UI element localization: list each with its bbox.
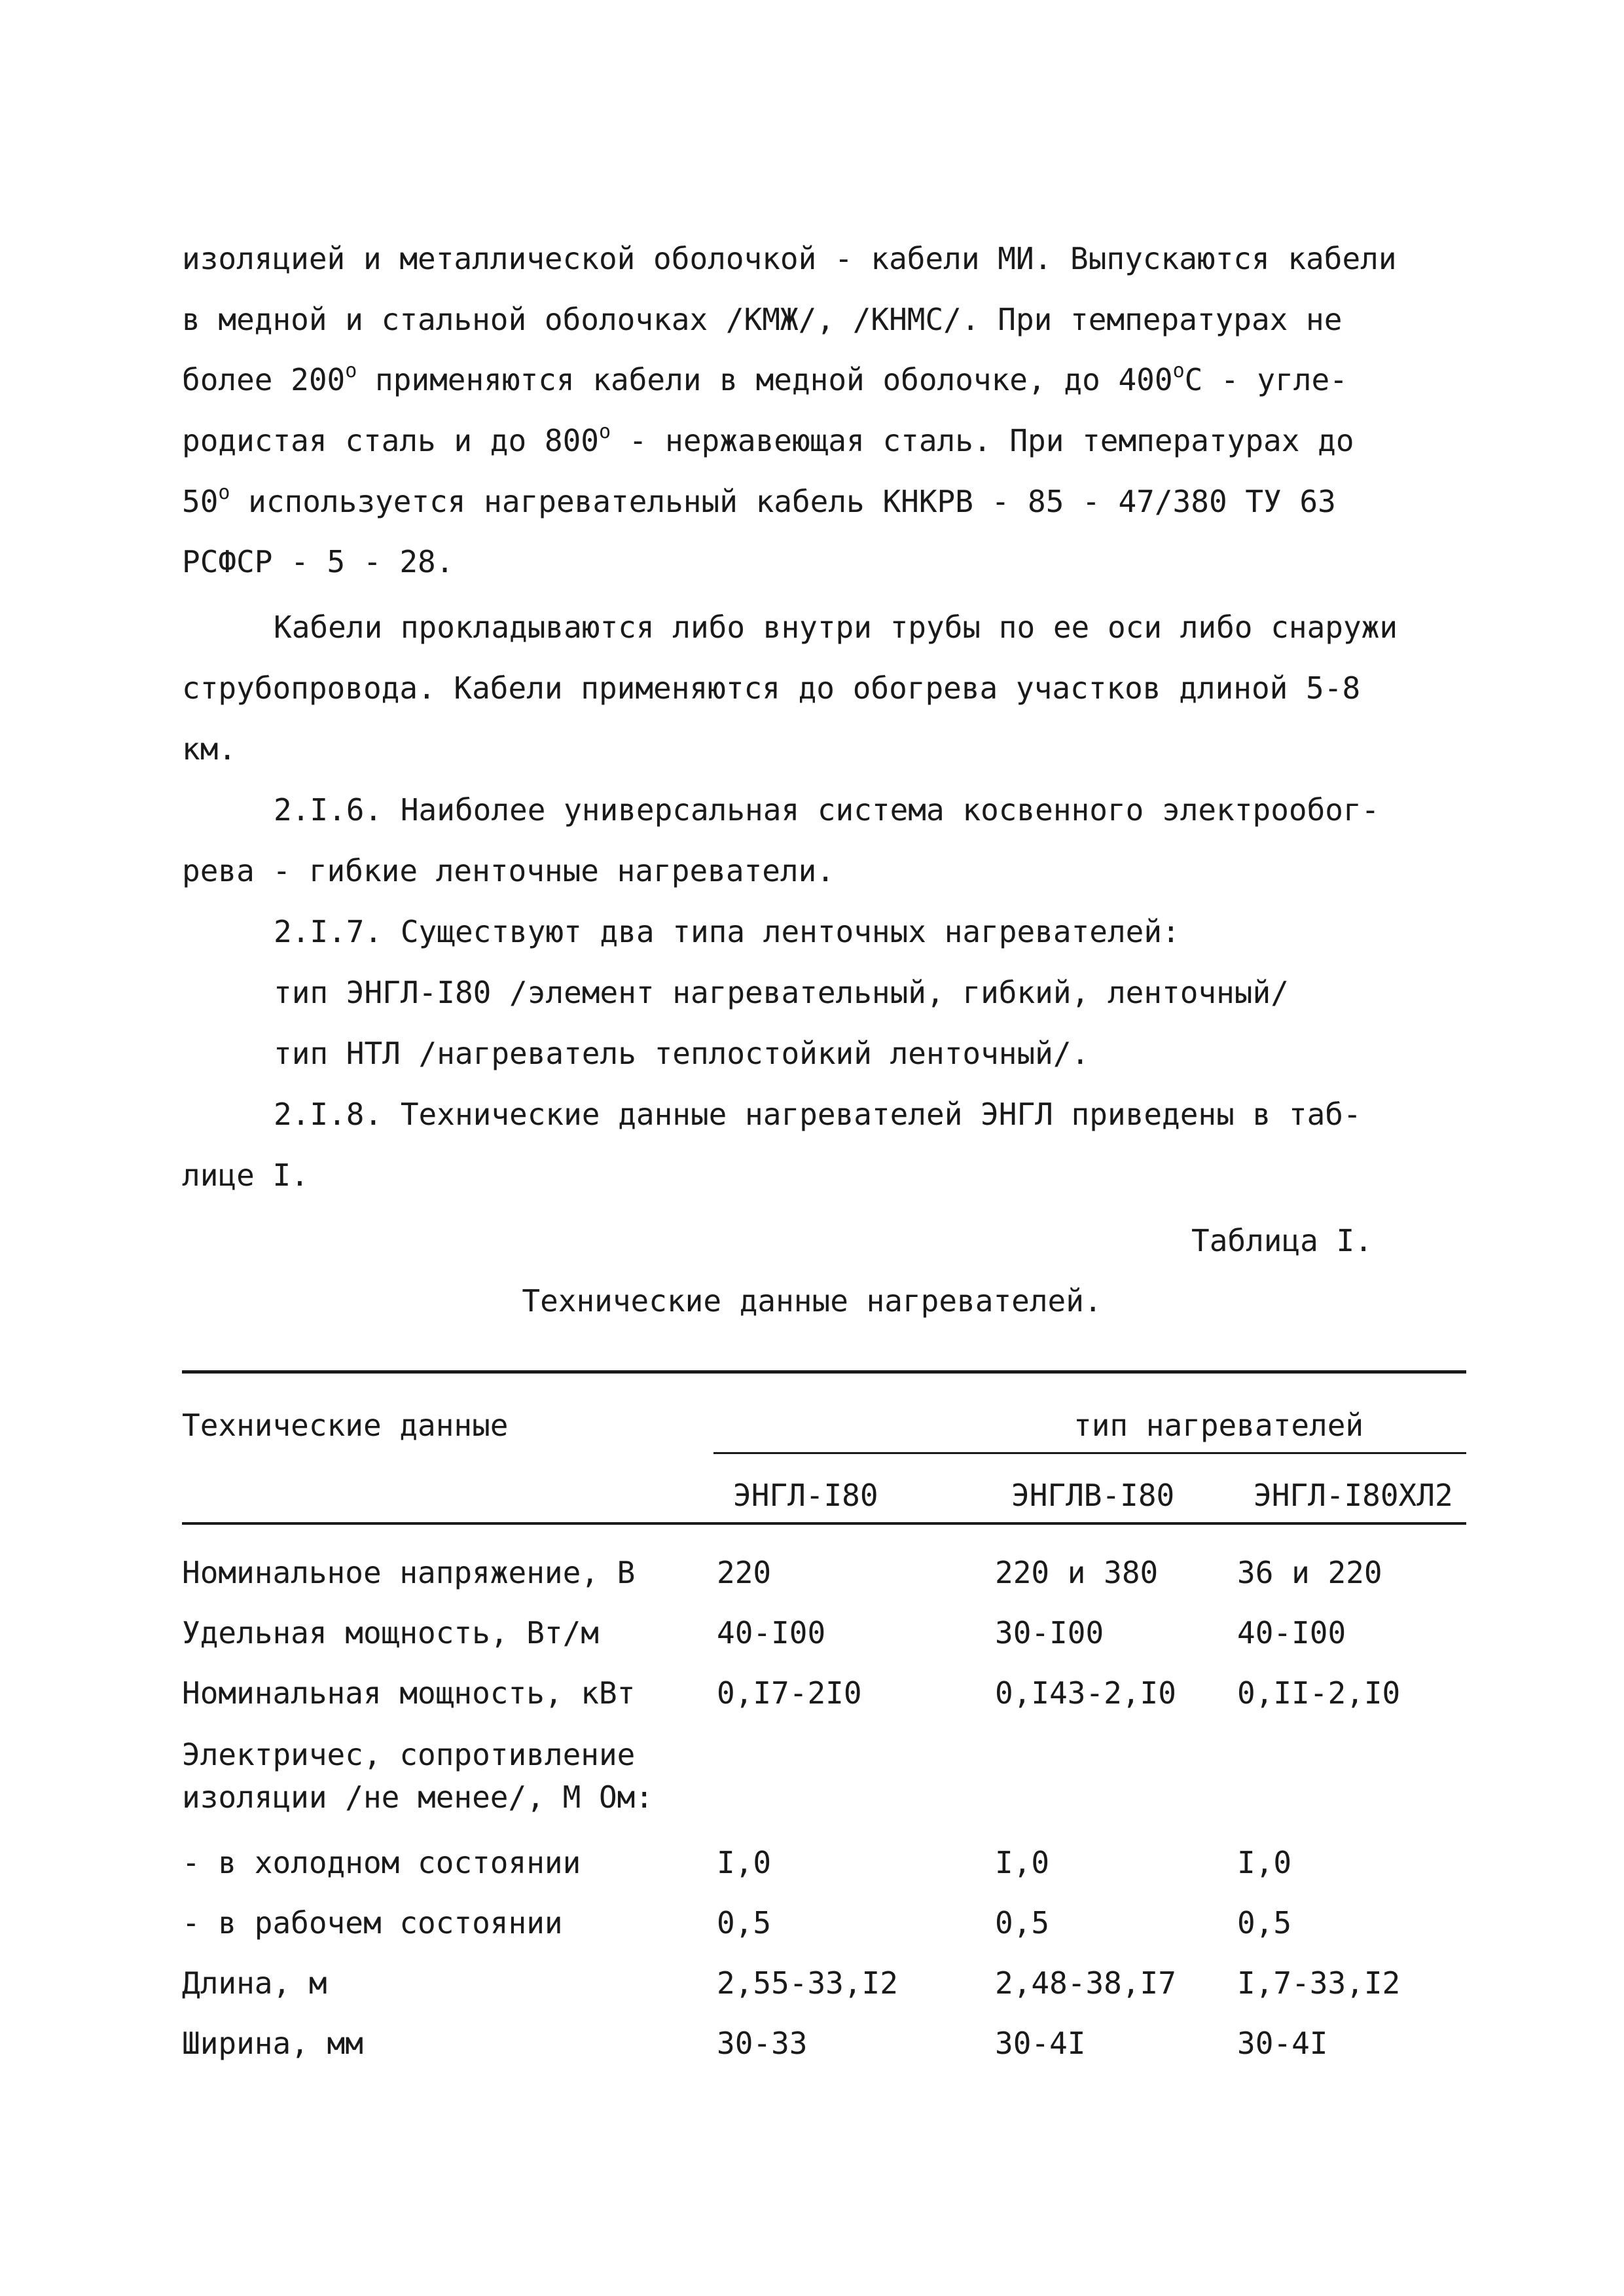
table-cell: 0,I7-2I0 xyxy=(717,1675,862,1711)
table-cell: 30-4I xyxy=(1237,2026,1328,2061)
row-label: - в рабочем состоянии xyxy=(182,1905,563,1941)
header-group: тип нагревателей xyxy=(1074,1408,1364,1443)
table-top-rule xyxy=(182,1370,1466,1374)
row-label: Ширина, мм xyxy=(182,2026,363,2061)
degree-mark: o xyxy=(345,359,357,382)
header-group-rule xyxy=(713,1452,1466,1454)
column-header: ЭНГЛ-I80ХЛ2 xyxy=(1254,1478,1453,1513)
text-line: км. xyxy=(182,731,237,767)
table-cell: 220 xyxy=(717,1555,772,1590)
text-line: изоляцией и металлической оболочкой - кабели МИ. Выпускаются кабели xyxy=(182,241,1397,276)
text-line: 2.I.7. Существуют два типа ленточных нагревателей: xyxy=(274,914,1180,949)
table-cell: I,7-33,I2 xyxy=(1237,1965,1401,2001)
table-cell: 0,5 xyxy=(995,1905,1050,1941)
text-line: 2.I.6. Наиболее универсальная система косвенного электрообог- xyxy=(274,792,1380,828)
row-label: Номинальное напряжение, В xyxy=(182,1555,636,1590)
text-line: 50$^o$ используется нагревательный кабель КНКРВ - 85 - 47/380 ТУ 63 xyxy=(182,481,1336,519)
table-cell: I,0 xyxy=(717,1845,772,1880)
table-cell: 0,5 xyxy=(1237,1905,1292,1941)
table-cell: I,0 xyxy=(995,1845,1050,1880)
row-label: Длина, м xyxy=(182,1965,327,2001)
table-cell: 40-I00 xyxy=(1237,1615,1346,1650)
table-caption: Технические данные нагревателей. xyxy=(522,1283,1102,1319)
text-line: в медной и стальной оболочках /КМЖ/, /КНМС/. При температурах не xyxy=(182,302,1343,337)
column-header: ЭНГЛВ-I80 xyxy=(1011,1478,1175,1513)
table-cell: 30-33 xyxy=(717,2026,808,2061)
text-line: 2.I.8. Технические данные нагревателей ЭНГЛ приведены в таб- xyxy=(274,1097,1362,1132)
text-line: тип НТЛ /нагреватель теплостойкий ленточный/. xyxy=(274,1036,1090,1071)
table-cell: I,0 xyxy=(1237,1845,1292,1880)
row-label: Электричес, сопротивление xyxy=(182,1737,636,1772)
table-cell: 0,5 xyxy=(717,1905,772,1941)
table-cell: 0,II-2,I0 xyxy=(1237,1675,1401,1711)
text-line: лице I. xyxy=(182,1157,309,1193)
text-line: Кабели прокладываются либо внутри трубы по ее оси либо снаружи xyxy=(274,610,1398,645)
text-line: струбопровода. Кабели применяются до обогрева участков длиной 5-8 xyxy=(182,670,1361,706)
table-cell: 30-4I xyxy=(995,2026,1086,2061)
header-left: Технические данные xyxy=(182,1408,509,1443)
text-line: более 200$^o$ применяются кабели в медной оболочке, до 400$^o$С - угле- xyxy=(182,359,1348,397)
row-label: изоляции /не менее/, М Ом: xyxy=(182,1779,654,1815)
text-line: рева - гибкие ленточные нагреватели. xyxy=(182,853,835,888)
text-line: РСФСР - 5 - 28. xyxy=(182,544,454,579)
table-cell: 0,I43-2,I0 xyxy=(995,1675,1176,1711)
table-cell: 36 и 220 xyxy=(1237,1555,1382,1590)
table-cell: 2,55-33,I2 xyxy=(717,1965,898,2001)
row-label: Номинальная мощность, кВт xyxy=(182,1675,636,1711)
table-cell: 30-I00 xyxy=(995,1615,1104,1650)
text-line: родистая сталь и до 800$^o$ - нержавеющая сталь. При температурах до xyxy=(182,420,1354,458)
header-bottom-rule xyxy=(182,1522,1466,1525)
degree-mark: o xyxy=(218,481,230,504)
table-label: Таблица I. xyxy=(1191,1223,1373,1258)
column-header: ЭНГЛ-I80 xyxy=(733,1478,878,1513)
table-cell: 2,48-38,I7 xyxy=(995,1965,1176,2001)
text-line: тип ЭНГЛ-I80 /элемент нагревательный, гибкий, ленточный/ xyxy=(274,975,1289,1010)
degree-mark: o xyxy=(1172,359,1185,382)
table-cell: 220 и 380 xyxy=(995,1555,1159,1590)
degree-mark: o xyxy=(598,420,611,443)
table-cell: 40-I00 xyxy=(717,1615,826,1650)
row-label: Удельная мощность, Вт/м xyxy=(182,1615,599,1650)
row-label: - в холодном состоянии xyxy=(182,1845,581,1880)
